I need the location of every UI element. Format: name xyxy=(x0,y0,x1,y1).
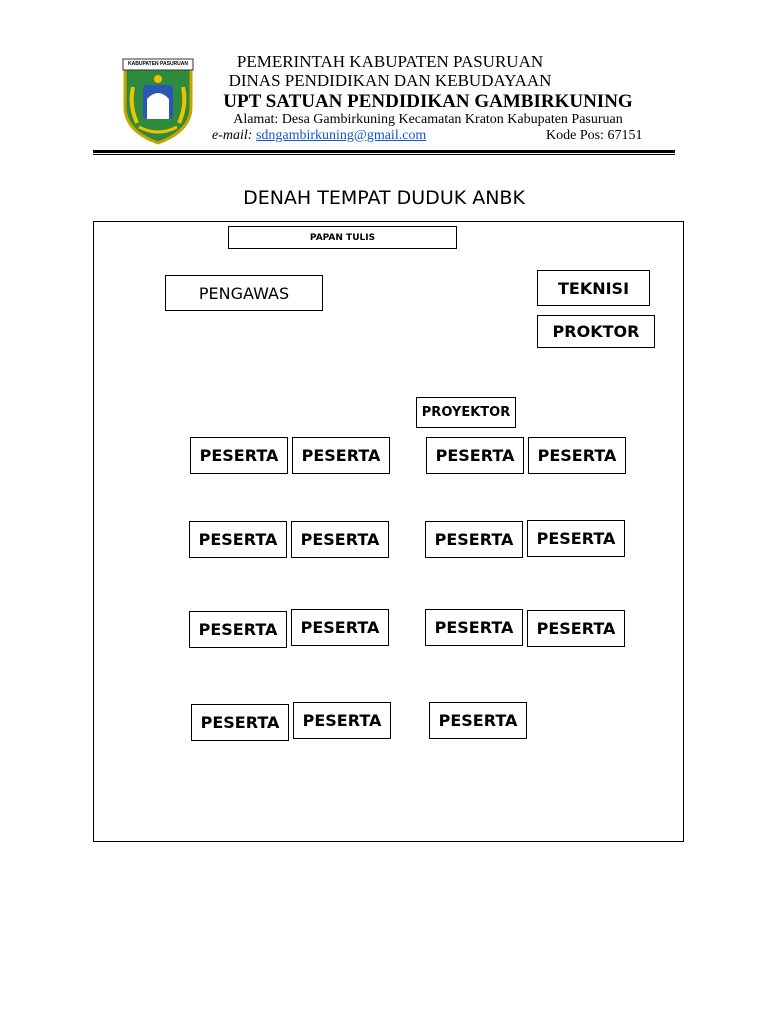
seat-box: PESERTA xyxy=(429,702,527,739)
seat-box: PESERTA xyxy=(189,611,287,648)
seat-box: PESERTA xyxy=(527,520,625,557)
letterhead-rule-thick xyxy=(93,150,675,153)
header-government: PEMERINTAH KABUPATEN PASURUAN xyxy=(236,52,544,71)
supervisor-box: PENGAWAS xyxy=(165,275,323,311)
seat-box: PESERTA xyxy=(189,521,287,558)
seat-box: PESERTA xyxy=(190,437,288,474)
seat-box: PESERTA xyxy=(291,521,389,558)
seat-box: PESERTA xyxy=(426,437,524,474)
emblem-banner-text: KABUPATEN PASURUAN xyxy=(128,61,188,67)
email-link[interactable]: sdngambirkuning@gmail.com xyxy=(255,128,427,143)
header-address: Alamat: Desa Gambirkuning Kecamatan Kraton Kabupaten Pasuruan xyxy=(233,112,623,127)
seat-box: PESERTA xyxy=(425,609,523,646)
email-label: e-mail: xyxy=(212,128,253,143)
seat-box: PESERTA xyxy=(528,437,626,474)
postal-code: Kode Pos: 67151 xyxy=(546,128,643,143)
header-email-row xyxy=(212,128,426,144)
seat-box: PESERTA xyxy=(291,609,389,646)
document-title: DENAH TEMPAT DUDUK ANBK xyxy=(243,187,525,209)
projector-box: PROYEKTOR xyxy=(416,397,516,428)
seat-box: PESERTA xyxy=(292,437,390,474)
seat-box: PESERTA xyxy=(293,702,391,739)
header-school-name: UPT SATUAN PENDIDIKAN GAMBIRKUNING xyxy=(223,91,633,112)
technician-box: TEKNISI xyxy=(537,270,650,306)
whiteboard-box: PAPAN TULIS xyxy=(228,226,457,249)
letterhead-rule-thin xyxy=(93,154,675,155)
seat-box: PESERTA xyxy=(191,704,289,741)
proctor-box: PROKTOR xyxy=(537,315,655,348)
seat-box: PESERTA xyxy=(425,521,523,558)
seat-box: PESERTA xyxy=(527,610,625,647)
header-department: DINAS PENDIDIKAN DAN KEBUDAYAAN xyxy=(228,71,552,90)
